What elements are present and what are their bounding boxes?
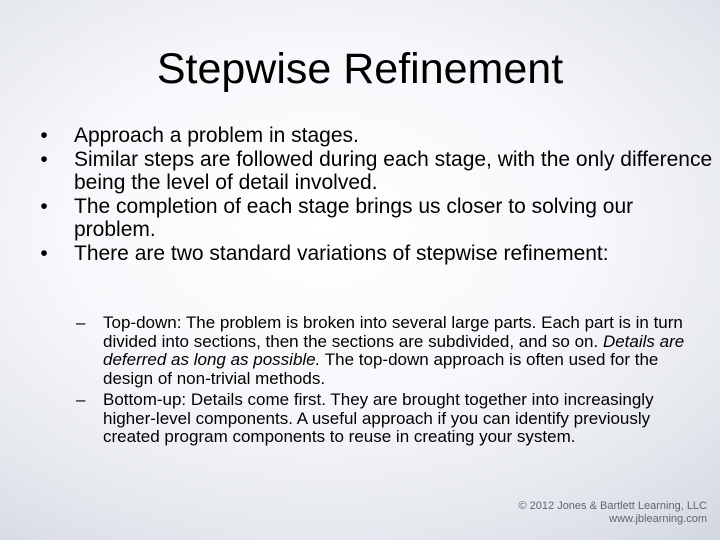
bullet-item (34, 148, 714, 194)
slide-title: Stepwise Refinement (156, 45, 564, 93)
bullet-icon: • (40, 124, 48, 147)
bullet-item (34, 242, 714, 265)
bullet-text: The completion of each stage brings us closer to solving our problem. (74, 195, 634, 241)
bullet-text: There are two standard variations of stepwise refinement: (74, 242, 609, 265)
bullet-text: Approach a problem in stages. (74, 124, 359, 147)
website-text: www.jblearning.com (609, 513, 707, 525)
sub-bullet-text: Bottom-up: Details come first. They are brought together into increasingly higher-level components. A useful approach if you can identify previously created program components to reuse in creating your system. (103, 390, 654, 446)
sub-bullet-item (76, 391, 688, 447)
bullet-icon: • (40, 242, 48, 265)
bullet-text: Similar steps are followed during each stage, with the only difference being the level of detail involved. (74, 148, 713, 194)
sub-bullet-text: Top-down: The problem is broken into several large parts. Each part is in turn divided into sections, then the sections are subdivided, and so on. (103, 313, 683, 351)
bullet-item (34, 195, 714, 241)
bullet-icon: • (40, 148, 48, 171)
bullet-icon: • (40, 195, 48, 218)
sub-bullet-text-tail: The top-down approach is often used for the design of non-trivial methods. (103, 350, 659, 388)
copyright-text: © 2012 Jones & Bartlett Learning, LLC (518, 500, 707, 512)
dash-icon: – (76, 313, 86, 332)
bullet-item (34, 124, 714, 147)
sub-bullet-item (76, 314, 688, 388)
copyright-notice (519, 500, 708, 526)
bullet-list (34, 124, 714, 266)
dash-icon: – (76, 390, 86, 409)
sub-bullet-list (76, 314, 688, 450)
sub-bullet-emphasis: Details are deferred as long as possible. (103, 331, 685, 369)
